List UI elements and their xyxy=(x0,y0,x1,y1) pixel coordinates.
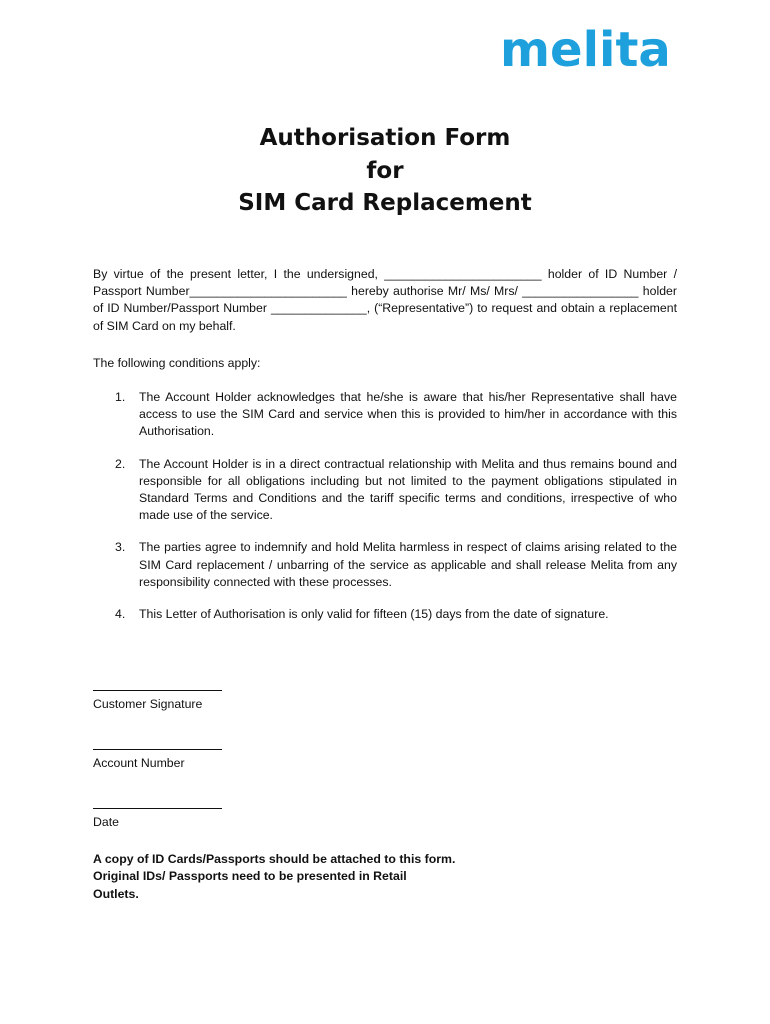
condition-text: This Letter of Authorisation is only valid for fifteen (15) days from the date of signature. xyxy=(139,607,609,622)
condition-text: The Account Holder acknowledges that he/she is aware that his/her Representative shall have access to use the SIM Card and service when this is provided to him/her in accordance with this Authorisation. xyxy=(139,390,677,439)
condition-text: The Account Holder is in a direct contractual relationship with Melita and thus remains bound and responsible for all obligations including but not limited to the payment obligations stipulated in Standard Terms and Conditions and the tariff specific terms and conditions, irrespective of who made use of the service. xyxy=(139,456,677,523)
date-label: Date xyxy=(93,815,119,829)
customer-signature-label: Customer Signature xyxy=(93,697,203,711)
document-title xyxy=(0,122,770,220)
condition-item xyxy=(93,456,677,525)
account-number-label: Account Number xyxy=(93,756,185,770)
condition-text: The parties agree to indemnify and hold Melita harmless in respect of claims arising related to the SIM Card replacement / unbarring of the service as applicable and shall release Melita from any responsibility connected with these processes. xyxy=(139,540,677,589)
melita-logo-text: melita xyxy=(500,22,671,78)
condition-item xyxy=(93,539,677,591)
account-number-block xyxy=(93,749,293,770)
condition-number: 1. xyxy=(115,390,126,405)
conditions-intro: The following conditions apply: xyxy=(93,355,261,370)
condition-number: 4. xyxy=(115,607,126,622)
date-block xyxy=(93,808,293,829)
intro-paragraph: By virtue of the present letter, I the undersigned, _______________________ holder of ID Number / Passport Number_______________________ hereby authorise Mr/ Ms/ Mrs/ _________________ holder of ID Number/Passport Number ______________, (“Representative”) to request and obtain a replacement of SIM Card on my behalf. xyxy=(93,267,677,333)
date-line[interactable] xyxy=(93,808,222,809)
conditions-list xyxy=(93,389,677,623)
customer-signature-line[interactable] xyxy=(93,690,222,691)
condition-item xyxy=(93,389,677,441)
condition-item xyxy=(93,606,677,623)
title-line-1: Authorisation Form xyxy=(259,125,511,151)
footer-note-line-1: A copy of ID Cards/Passports should be attached to this form. xyxy=(93,852,456,866)
title-line-2: for xyxy=(366,157,404,184)
melita-logo xyxy=(500,22,671,78)
footer-note-line-3: Outlets. xyxy=(93,886,139,901)
footer-note xyxy=(93,851,473,903)
condition-number: 3. xyxy=(115,540,126,555)
document-body xyxy=(93,266,677,638)
title-line-3: SIM Card Replacement xyxy=(238,190,532,216)
condition-number: 2. xyxy=(115,456,126,471)
footer-note-line-2: Original IDs/ Passports need to be presented in Retail xyxy=(93,869,407,884)
account-number-line[interactable] xyxy=(93,749,222,750)
customer-signature-block xyxy=(93,690,293,711)
